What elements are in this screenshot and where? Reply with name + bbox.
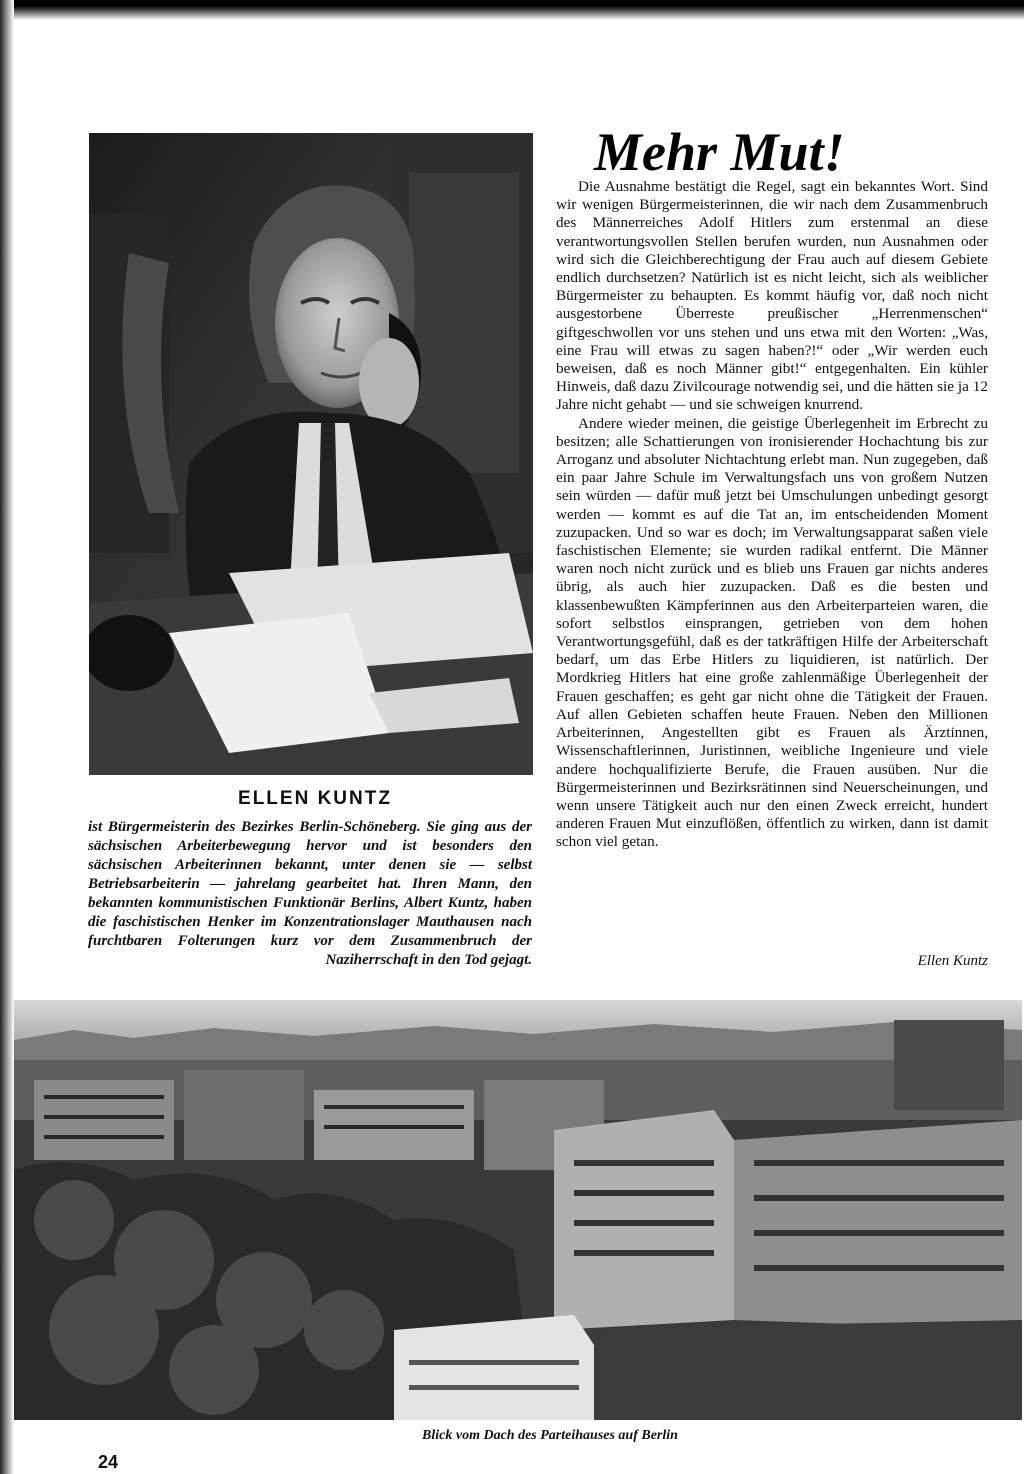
article-paragraph-2: Andere wieder meinen, die geistige Überlegenheit im Erbrecht zu besitzen; alle Schattierungen von ironisierender Hochachtung bis zur Arroganz und absoluter Nichtachtung erlebt man. Nun zugegeben, daß ein paar Jahre Schule im Verwaltungsfach uns von großem Nutzen sein würden — dafür muß jetzt bei Umschulungen unbedingt gesorgt werden — kommt es auf die Tat an, im entscheidenden Moment zuzupacken. Und so war es doch; im Verwaltungsapparat saßen viele faschistischen Elemente; sie wurden radikal entfernt. Die Männer waren noch nicht zurück und es blieb uns Frauen gar nichts anderes übrig, als auch hier zuzupacken. Daß es die besten und klassenbewußten Kämpferinnen aus den Arbeiterparteien waren, die sofort selbstlos einsprangen, getrieben von dem hohen Verantwortungsgefühl, daß es der tatkräftigen Hilfe der Arbeiterschaft bedarf, um das Erbe Hitlers zu liquidieren, ist natürlich. Der Mordkrieg Hitlers hat eine große zahlenmäßige Überlegenheit der Frauen geschaffen; es geht gar nicht ohne die Tätigkeit der Frauen. Auf allen Gebieten schaffen heute Frauen. Neben den Millionen Arbeiterinnen, Angestellten gibt es Frauen als Ärztinnen, Wissenschaftlerinnen, Juristinnen, weibliche Ingenieure und viele andere hochqualifizierte Berufe, die Frauen ausüben. Nur die Bürgermeisterinnen und Bezirksrätinnen sind Neuerscheinungen, und wenn unsere Tätigkeit auch nur den einen Zweck erreicht, hundert anderen Frauen Mut einzuflößen, öffentlich zu wirken, dann ist damit schon viel getan. [556,414,988,851]
scan-top-edge [0,0,1024,20]
headline-text: Mehr Mut! [594,122,845,182]
portrait-illustration [89,133,533,775]
article-body [556,178,988,852]
headline-script [590,122,990,184]
page-number: 24 [98,1452,119,1472]
scan-left-edge [0,0,14,1474]
portrait-caption-name: ELLEN KUNTZ [238,788,392,809]
article-signature: Ellen Kuntz [917,953,988,969]
portrait-photo [89,133,533,775]
cityscape-caption: Blick vom Dach des Parteihauses auf Berlin [422,1428,678,1443]
portrait-caption-text: ist Bürgermeisterin des Bezirkes Berlin-Schöneberg. Sie ging aus der sächsischen Arbeiterbewegung hervor und ist besonders den sächsischen Arbeiterinnen bekannt, unter denen sie — selbst Betriebsarbeiterin — jahrelang gearbeitet hat. Ihren Mann, den bekannten kommunistischen Funktionär Berlins, Albert Kuntz, haben die faschistischen Henker im Konzentrationslager Mauthausen nach furchtbaren Folterungen kurz vor dem Zusammenbruch der Naziherrschaft in den Tod gejagt. [88,819,532,968]
cityscape-illustration [14,1000,1022,1420]
cityscape-photo [14,1000,1022,1420]
article-paragraph-1: Die Ausnahme bestätigt die Regel, sagt ein bekanntes Wort. Sind wir wenigen Bürgermeisterinnen, die wir nach dem Zusammenbruch des Männerreiches Adolf Hitlers zum erstenmal an diese verantwortungsvollen Stellen berufen wurden, nun Ausnahmen oder wird sich die Gleichberechtigung der Frau auch auf diesem Gebiete endlich durchsetzen? Natürlich ist es nicht leicht, sich als weiblicher Bürgermeister zu behaupten. Es kommt häufig vor, daß noch nicht ausgestorbene Überreste preußischer „Herrenmenschen“ giftgeschwollen vor uns stehen und uns etwa mit den Worten: „Was, eine Frau will etwas zu sagen haben?!“ oder „Wir werden euch beweisen, daß es noch Männer gibt!“ entgegenhalten. Ein kühler Hinweis, daß dazu Zivilcourage notwendig sei, und die hätten sie ja 12 Jahre nicht gehabt — und sie schweigen knurrend. [556,178,988,414]
